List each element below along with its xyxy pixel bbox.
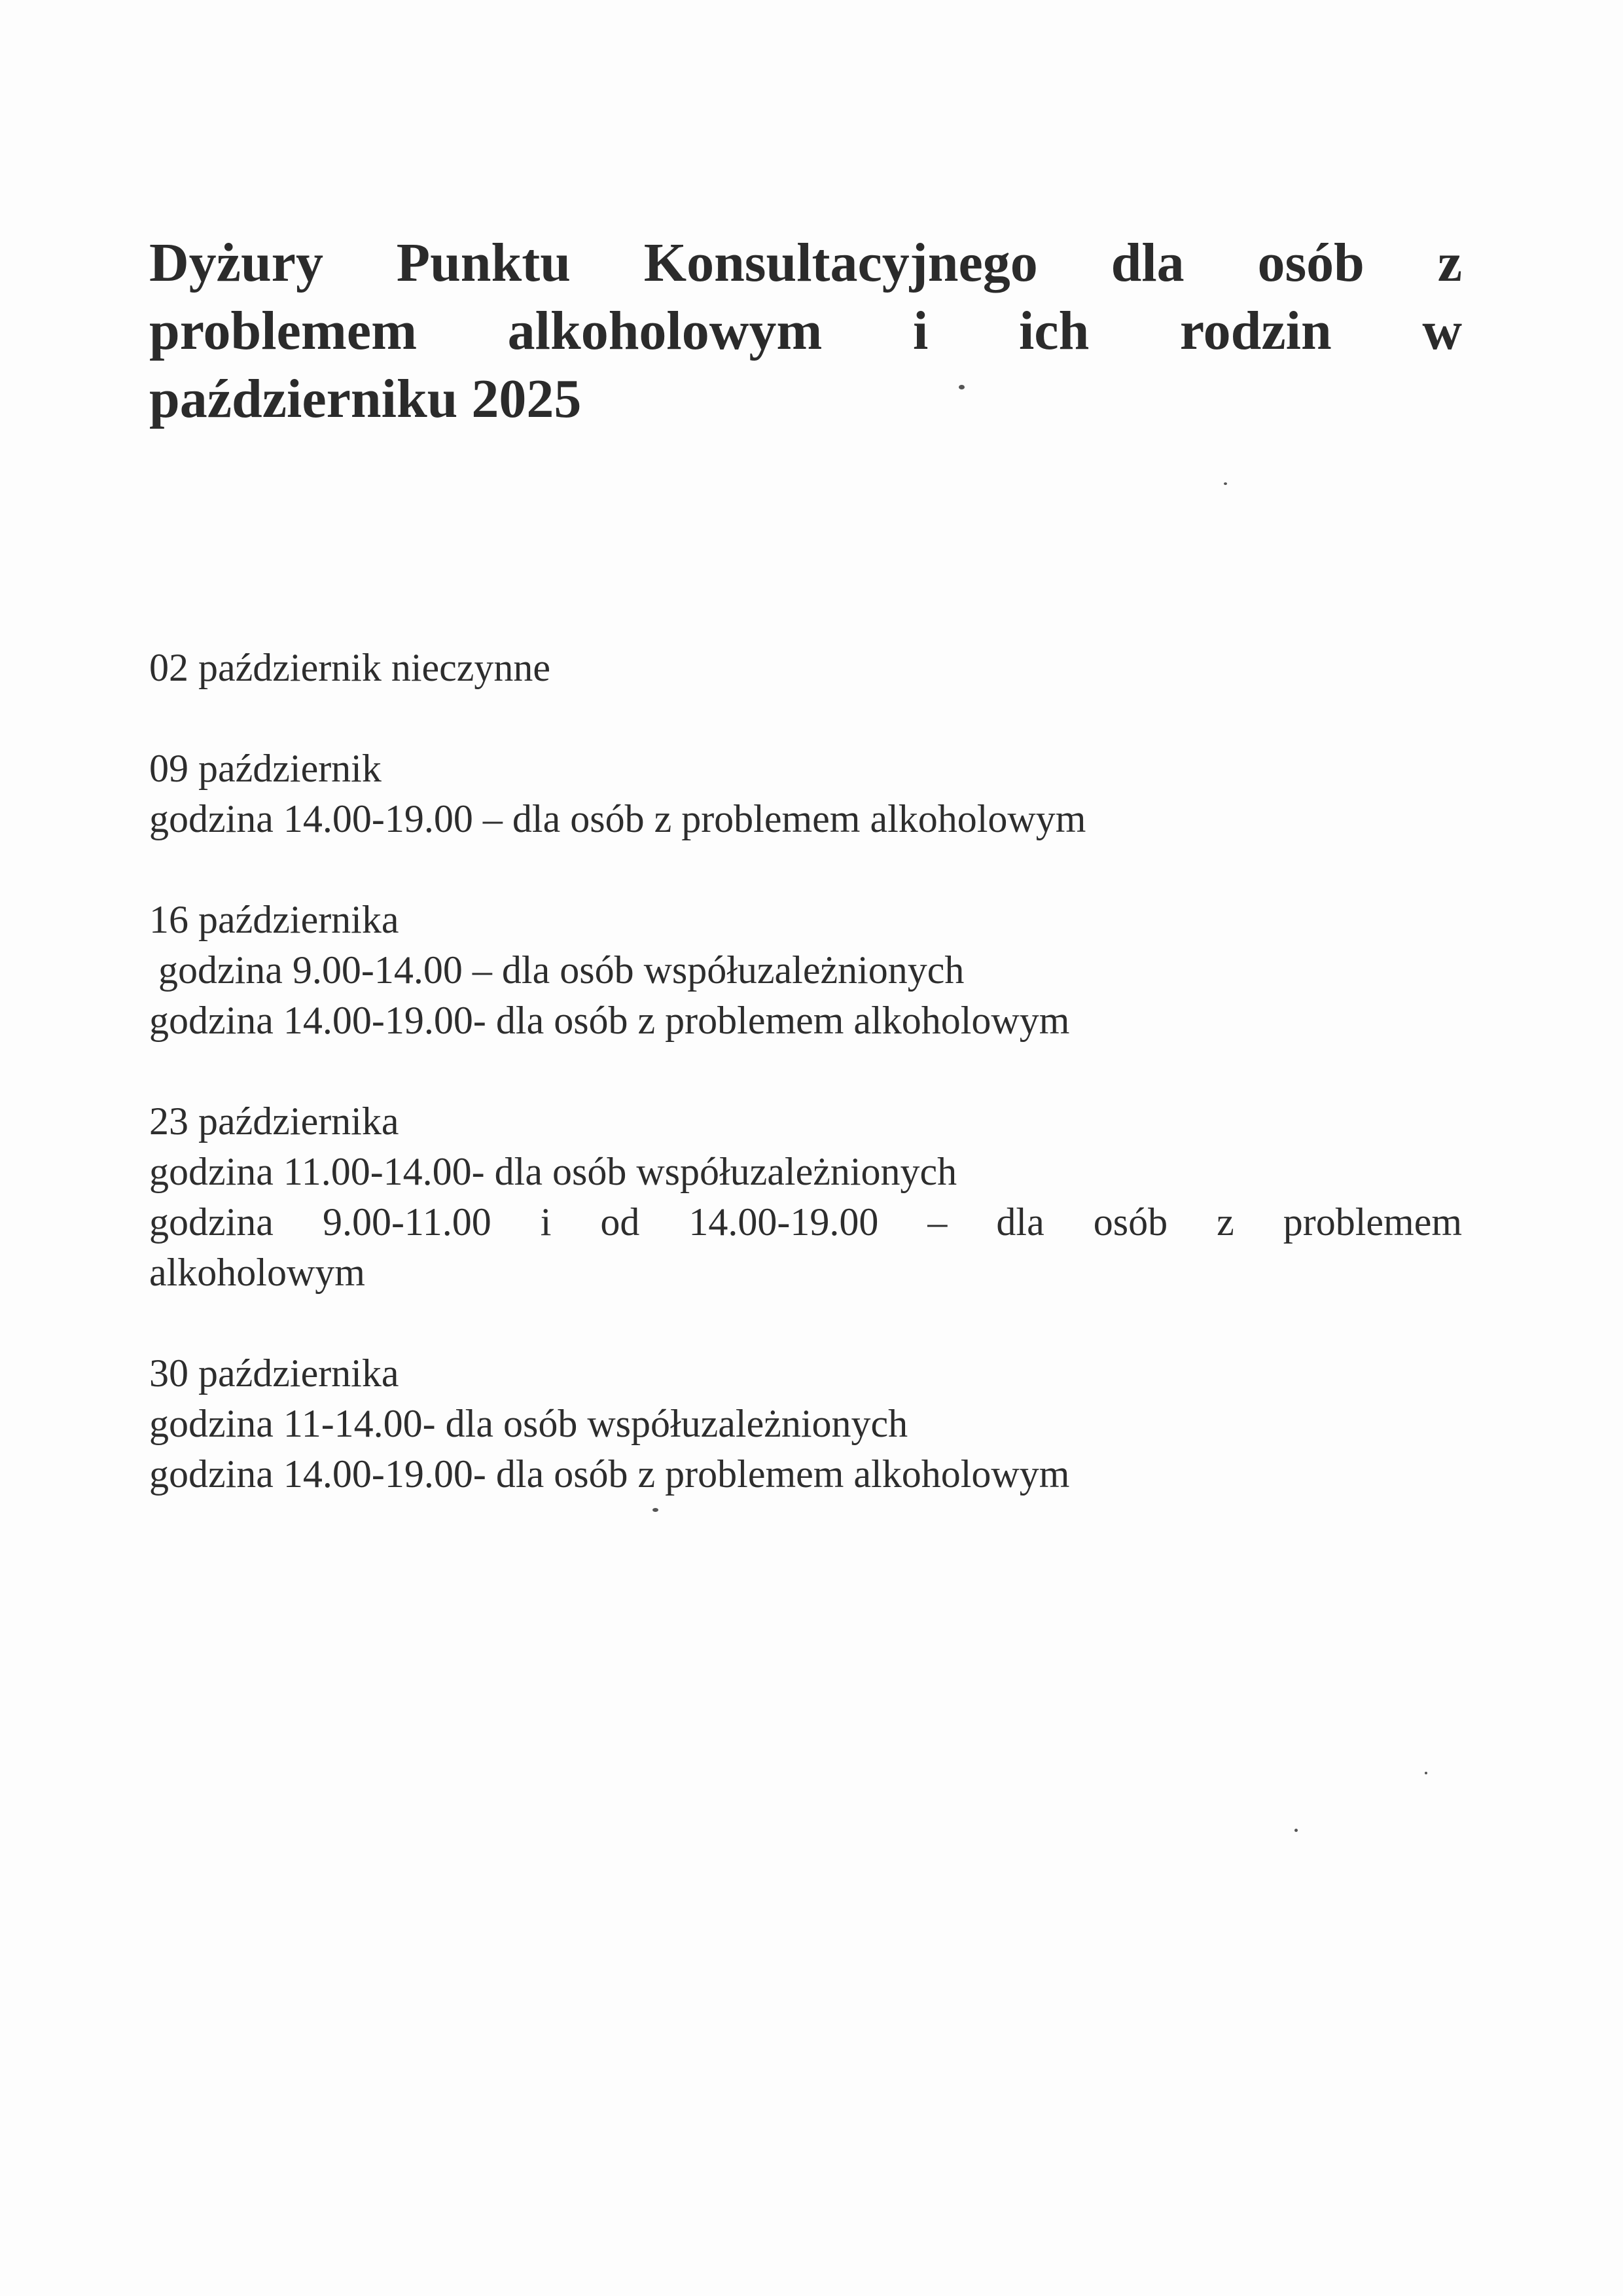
schedule-entry	[149, 643, 1462, 693]
entry-hours-continuation: alkoholowym	[149, 1251, 365, 1294]
schedule-entry	[149, 744, 1462, 844]
entry-hours: godzina 11.00-14.00- dla osób współuzależnionych	[149, 1150, 957, 1193]
entry-date: 16 października	[149, 898, 399, 941]
title-line: Dyżury Punktu Konsultacyjnego dla osób z	[149, 232, 1462, 293]
scan-speck	[1294, 1829, 1298, 1832]
entry-hours: godzina 14.00-19.00 – dla osób z problemem alkoholowym	[149, 797, 1086, 840]
schedule-entry	[149, 1096, 1462, 1298]
entry-hours: godzina 9.00-11.00 i od 14.00-19.00 – dla osób z problemem	[149, 1200, 1462, 1244]
scan-speck	[959, 385, 965, 389]
title-line: problemem alkoholowym i ich rodzin w	[149, 300, 1462, 361]
schedule-entry	[149, 1348, 1462, 1499]
schedule-list	[149, 643, 1462, 1550]
entry-hours: godzina 14.00-19.00- dla osób z problemem alkoholowym	[149, 1452, 1070, 1496]
entry-date: 09 październik	[149, 747, 382, 790]
entry-date: 02 październik nieczynne	[149, 646, 551, 689]
title-line: październiku 2025	[149, 368, 582, 429]
scan-speck	[1224, 482, 1227, 485]
entry-hours: godzina 11-14.00- dla osób współuzależnionych	[149, 1402, 908, 1445]
entry-hours: godzina 14.00-19.00- dla osób z problemem alkoholowym	[149, 999, 1070, 1042]
scan-speck	[652, 1508, 658, 1512]
entry-date: 23 października	[149, 1100, 399, 1143]
document-title	[149, 229, 1462, 433]
schedule-entry	[149, 895, 1462, 1046]
scan-speck	[1425, 1772, 1427, 1774]
entry-date: 30 października	[149, 1352, 399, 1395]
entry-hours: godzina 9.00-14.00 – dla osób współuzależnionych	[158, 948, 965, 992]
